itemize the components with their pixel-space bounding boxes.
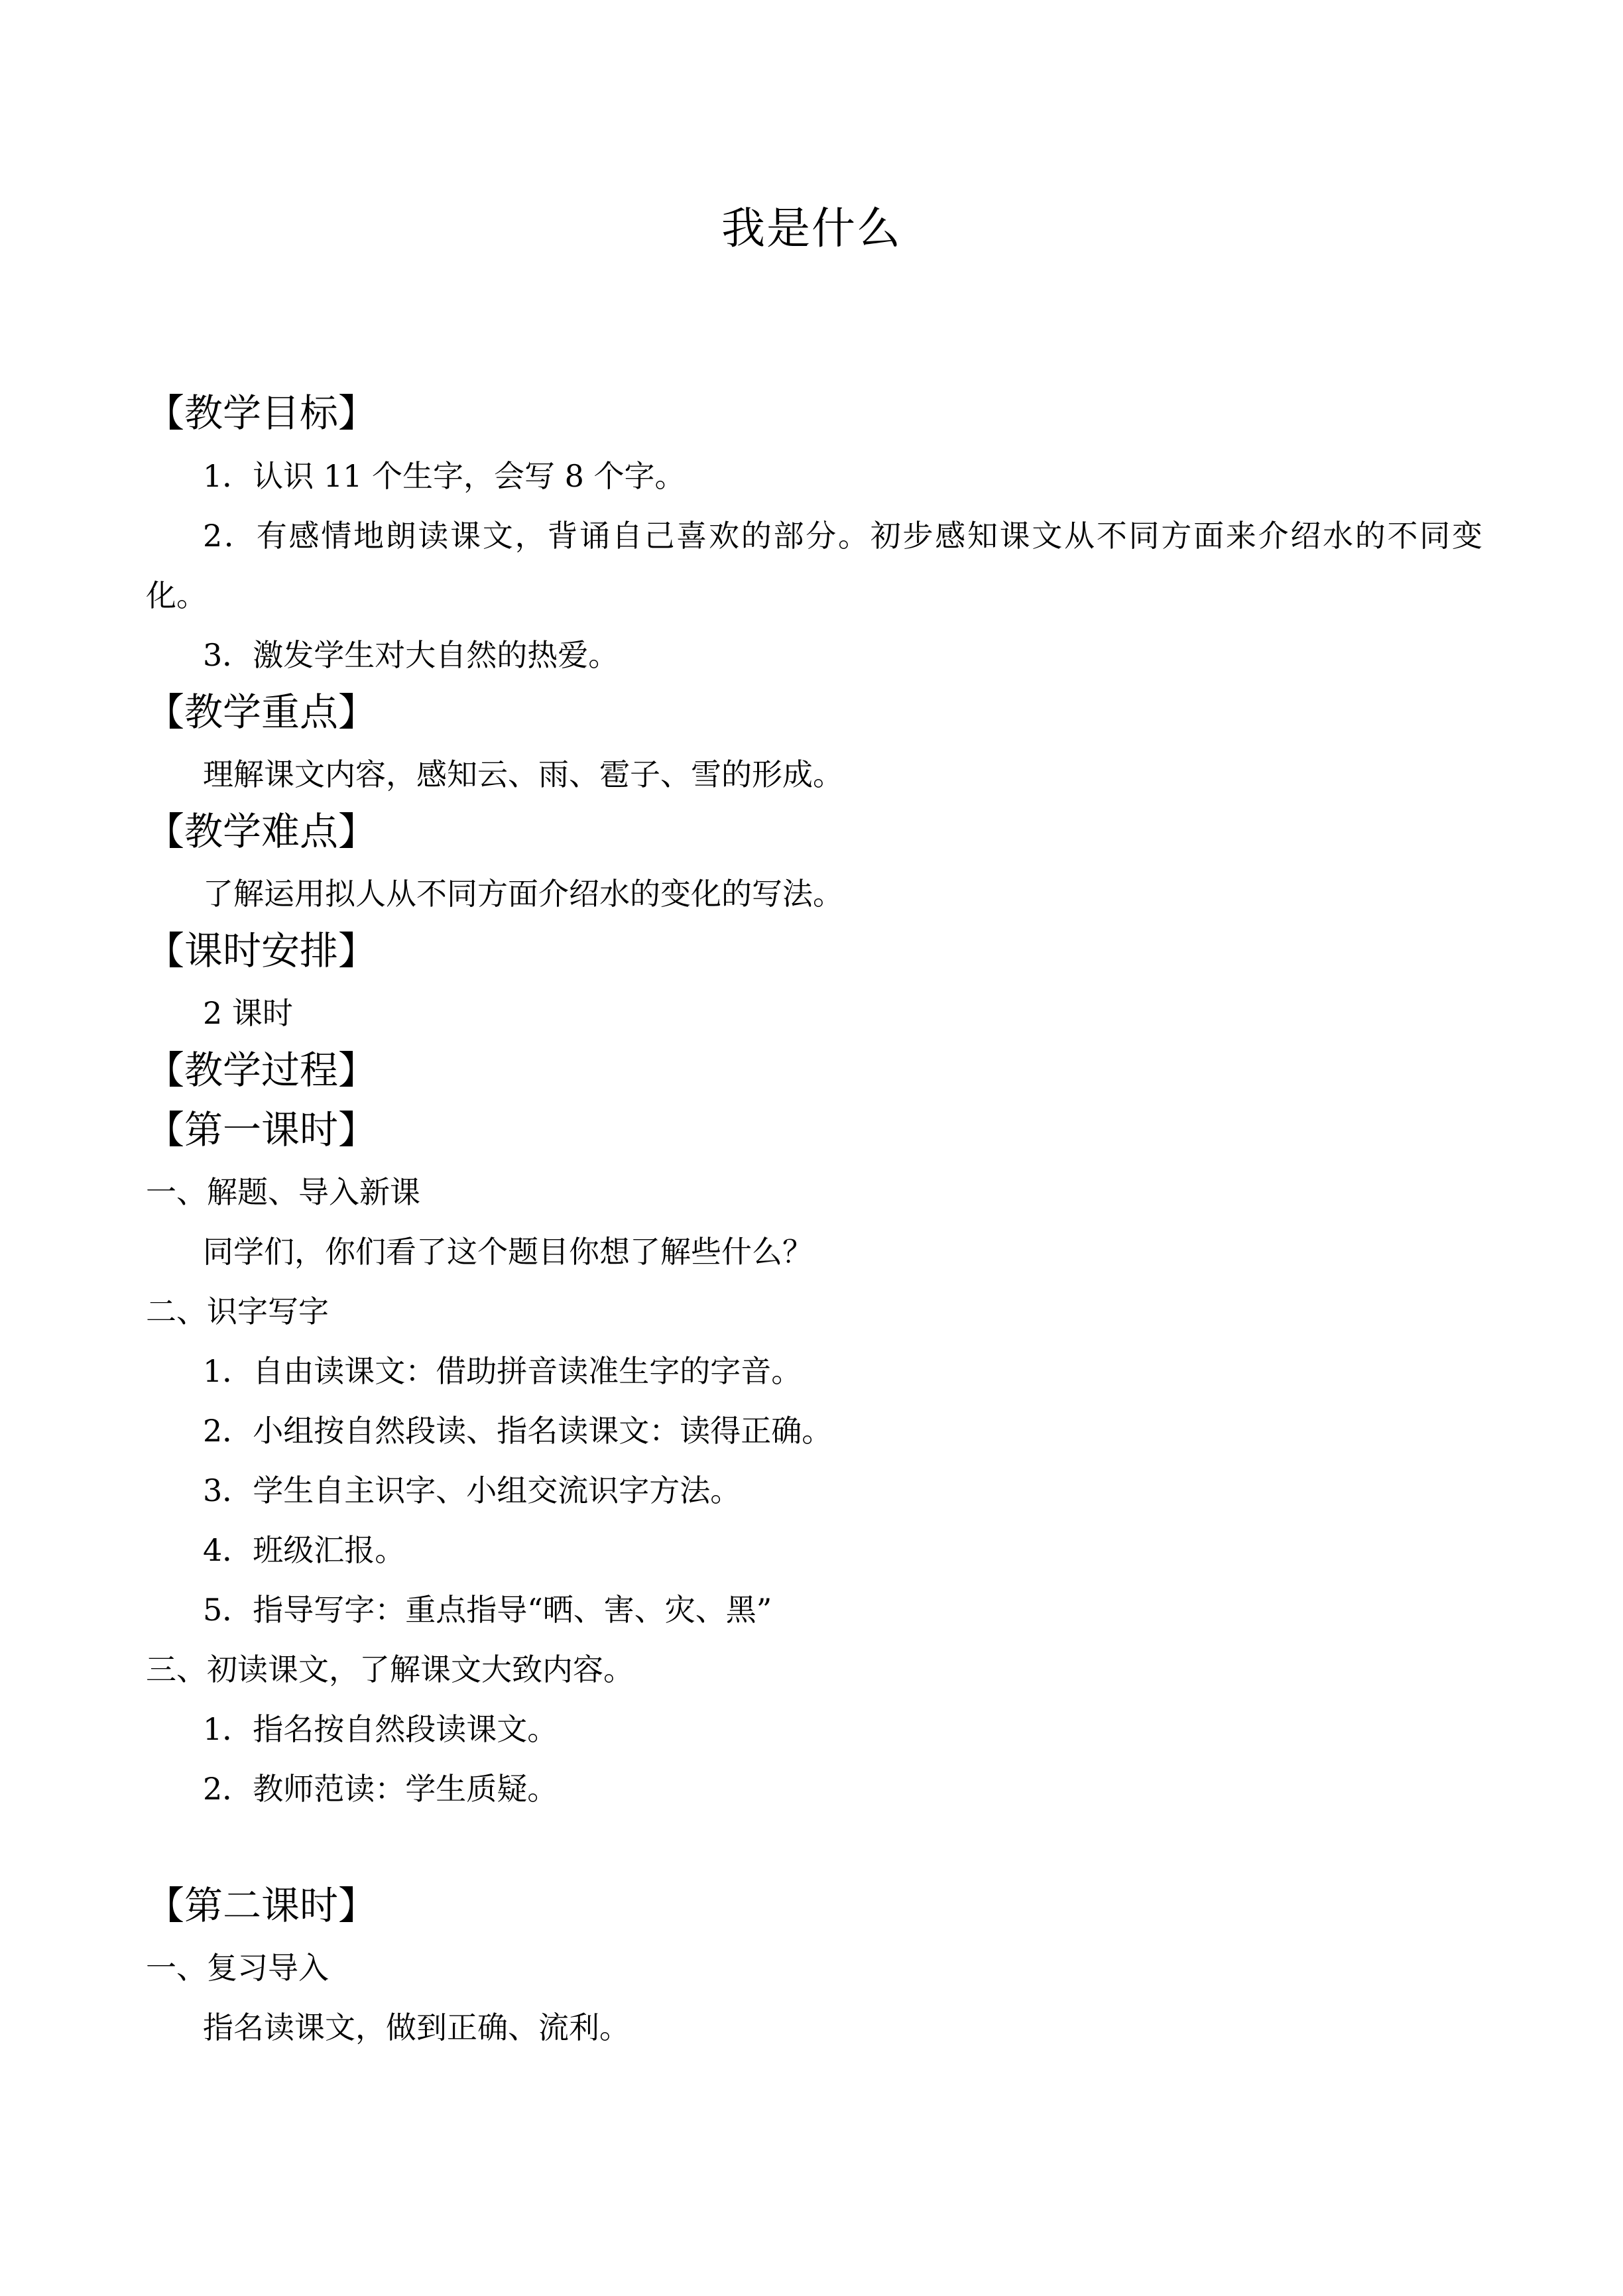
objective-item-1: 1．认识 11 个生字，会写 8 个字。 <box>203 458 686 494</box>
lesson-1-step-2-item-1: 1．自由读课文：借助拼音读准生字的字音。 <box>203 1353 802 1389</box>
document-title: 我是什么 <box>721 203 902 254</box>
objective-item-2: 2．有感情地朗读课文，背诵自己喜欢的部分。初步感知课文从不同方面来介绍水的不同变 <box>203 518 1482 554</box>
lesson-2-step-1-heading: 一、复习导入 <box>146 1950 329 1986</box>
section-heading-process: 【教学过程】 <box>146 1048 377 1093</box>
section-heading-schedule: 【课时安排】 <box>146 928 377 973</box>
schedule-text: 2 课时 <box>203 995 293 1031</box>
lesson-1-step-1-text: 同学们，你们看了这个题目你想了解些什么？ <box>203 1234 813 1270</box>
lesson-1-step-2-item-5: 5．指导写字：重点指导“晒、害、灾、黑” <box>203 1592 772 1628</box>
section-heading-lesson-2: 【第二课时】 <box>146 1883 377 1928</box>
lesson-1-step-2-item-4: 4．班级汇报。 <box>203 1532 406 1568</box>
difficulties-text: 了解运用拟人从不同方面介绍水的变化的写法。 <box>203 876 843 912</box>
section-heading-objectives: 【教学目标】 <box>146 391 377 436</box>
section-heading-key-points: 【教学重点】 <box>146 690 377 735</box>
lesson-2-step-1-text: 指名读课文，做到正确、流利。 <box>203 2010 630 2045</box>
objective-item-2-continued: 化。 <box>146 577 207 613</box>
section-heading-lesson-1: 【第一课时】 <box>146 1107 377 1152</box>
objective-item-3: 3．激发学生对大自然的热爱。 <box>203 637 619 673</box>
lesson-1-step-3-item-2: 2．教师范读：学生质疑。 <box>203 1771 558 1807</box>
lesson-1-step-2-item-2: 2．小组按自然段读、指名读课文：读得正确。 <box>203 1413 833 1449</box>
lesson-1-step-2-item-3: 3．学生自主识字、小组交流识字方法。 <box>203 1473 741 1508</box>
lesson-1-step-3-heading: 三、初读课文，了解课文大致内容。 <box>146 1652 634 1687</box>
lesson-1-step-2-heading: 二、识字写字 <box>146 1294 329 1329</box>
lesson-1-step-1-heading: 一、解题、导入新课 <box>146 1174 420 1210</box>
key-points-text: 理解课文内容，感知云、雨、雹子、雪的形成。 <box>203 756 843 792</box>
section-heading-difficulties: 【教学难点】 <box>146 809 377 854</box>
lesson-1-step-3-item-1: 1．指名按自然段读课文。 <box>203 1711 558 1747</box>
